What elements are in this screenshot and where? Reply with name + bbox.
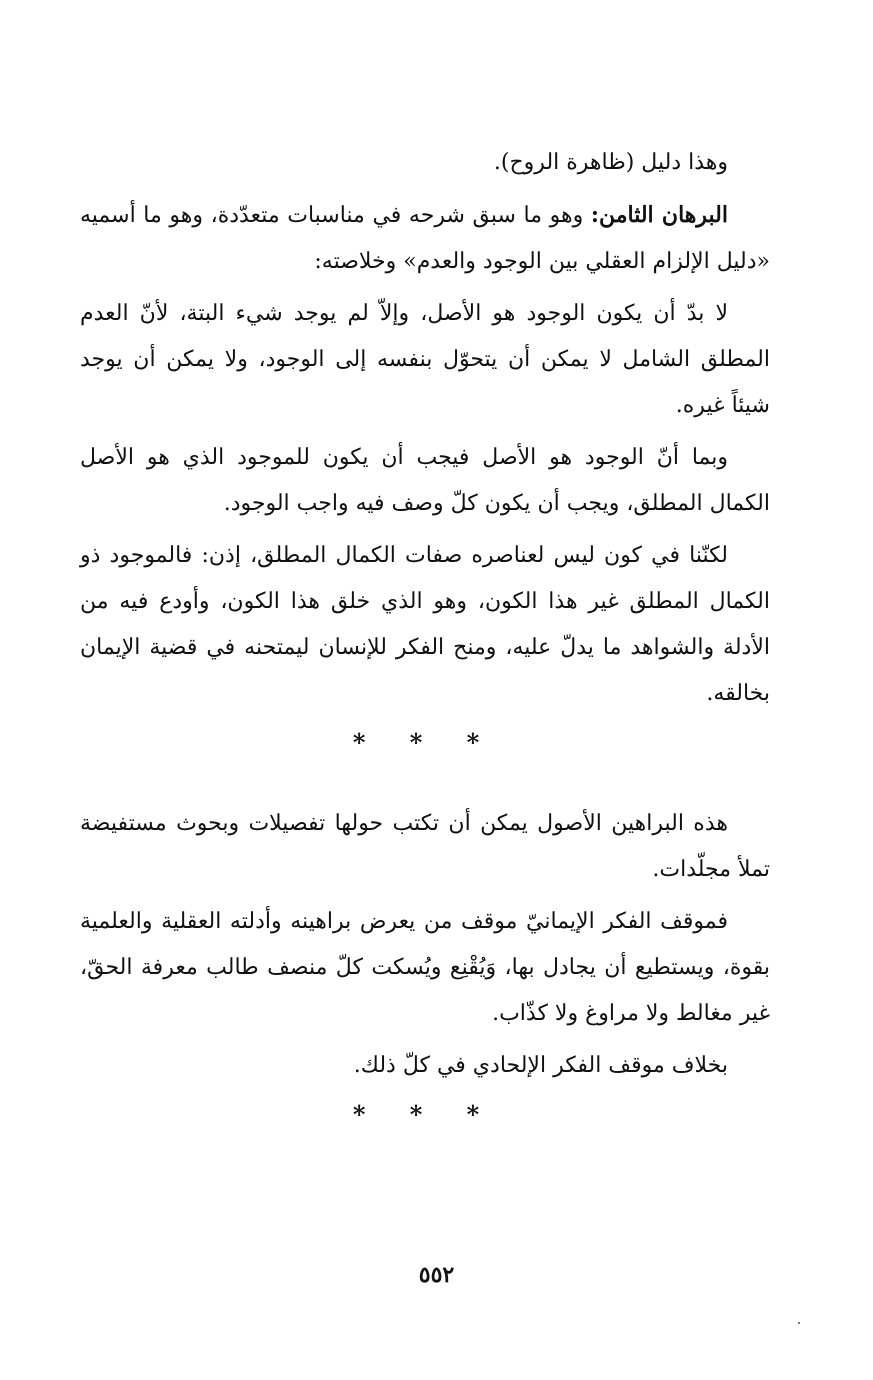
paragraph-text: لا بدّ أن يكون الوجود هو الأصل، وإلاّ لم يوجد شيء البتة، لأنّ العدم المطلق الشامل لا يمكن أن يتحوّل بنفسه إلى الوجود، ولا يمكن أن يوجد شيئاً غيره. <box>80 301 770 418</box>
paragraph-conclusion <box>80 533 770 717</box>
paragraph-absolute-perfection <box>80 435 770 527</box>
paragraph-text: هذه البراهين الأصول يمكن أن تكتب حولها تفصيلات وبحوث مستفيضة تملأ مجلّدات. <box>80 811 770 882</box>
paragraph-text: بخلاف موقف الفكر الإلحادي في كلّ ذلك. <box>353 1053 728 1078</box>
page-body <box>80 140 770 1135</box>
paragraph-spirit-evidence <box>80 140 770 186</box>
section-separator: * * * <box>352 1100 498 1129</box>
paragraph-atheist-position <box>80 1043 770 1089</box>
paragraph-proofs-volumes <box>80 801 770 893</box>
section-separator: * * * <box>352 728 498 757</box>
paragraph-text: وبما أنّ الوجود هو الأصل فيجب أن يكون للموجود الذي هو الأصل الكمال المطلق، ويجب أن يكون كلّ وصف فيه واجب الوجود. <box>80 445 770 516</box>
paragraph-text: لكنّنا في كون ليس لعناصره صفات الكمال المطلق، إذن: فالموجود ذو الكمال المطلق غير هذا الكون، وهو الذي خلق هذا الكون، وأودع فيه من الأدلة والشواهد ما يدلّ عليه، ومنح الفكر للإنسان ليمتحنه في قضية الإيمان بخالقه. <box>80 543 770 706</box>
paragraph-heading: البرهان الثامن: <box>590 202 728 228</box>
paragraph-eighth-proof <box>80 192 770 285</box>
scan-speck <box>798 1322 800 1324</box>
paragraph-text: وهو ما سبق شرحه في مناسبات متعدّدة، وهو ما أسميه «دليل الإلزام العقلي بين الوجود والعدم» وخلاصته: <box>80 203 770 274</box>
paragraph-faith-position <box>80 899 770 1037</box>
paragraph-text: وهذا دليل (ظاهرة الروح). <box>493 150 728 175</box>
paragraph-existence-origin <box>80 291 770 429</box>
paragraph-text: فموقف الفكر الإيمانيّ موقف من يعرض براهينه وأدلته العقلية والعلمية بقوة، ويستطيع أن يجادل بها، وَيُقْنِع ويُسكت كلّ منصف طالب معرفة الحقّ، غير مغالط ولا مراوغ ولا كذّاب. <box>80 909 770 1026</box>
page-number: ٥٥٢ <box>418 1262 455 1288</box>
